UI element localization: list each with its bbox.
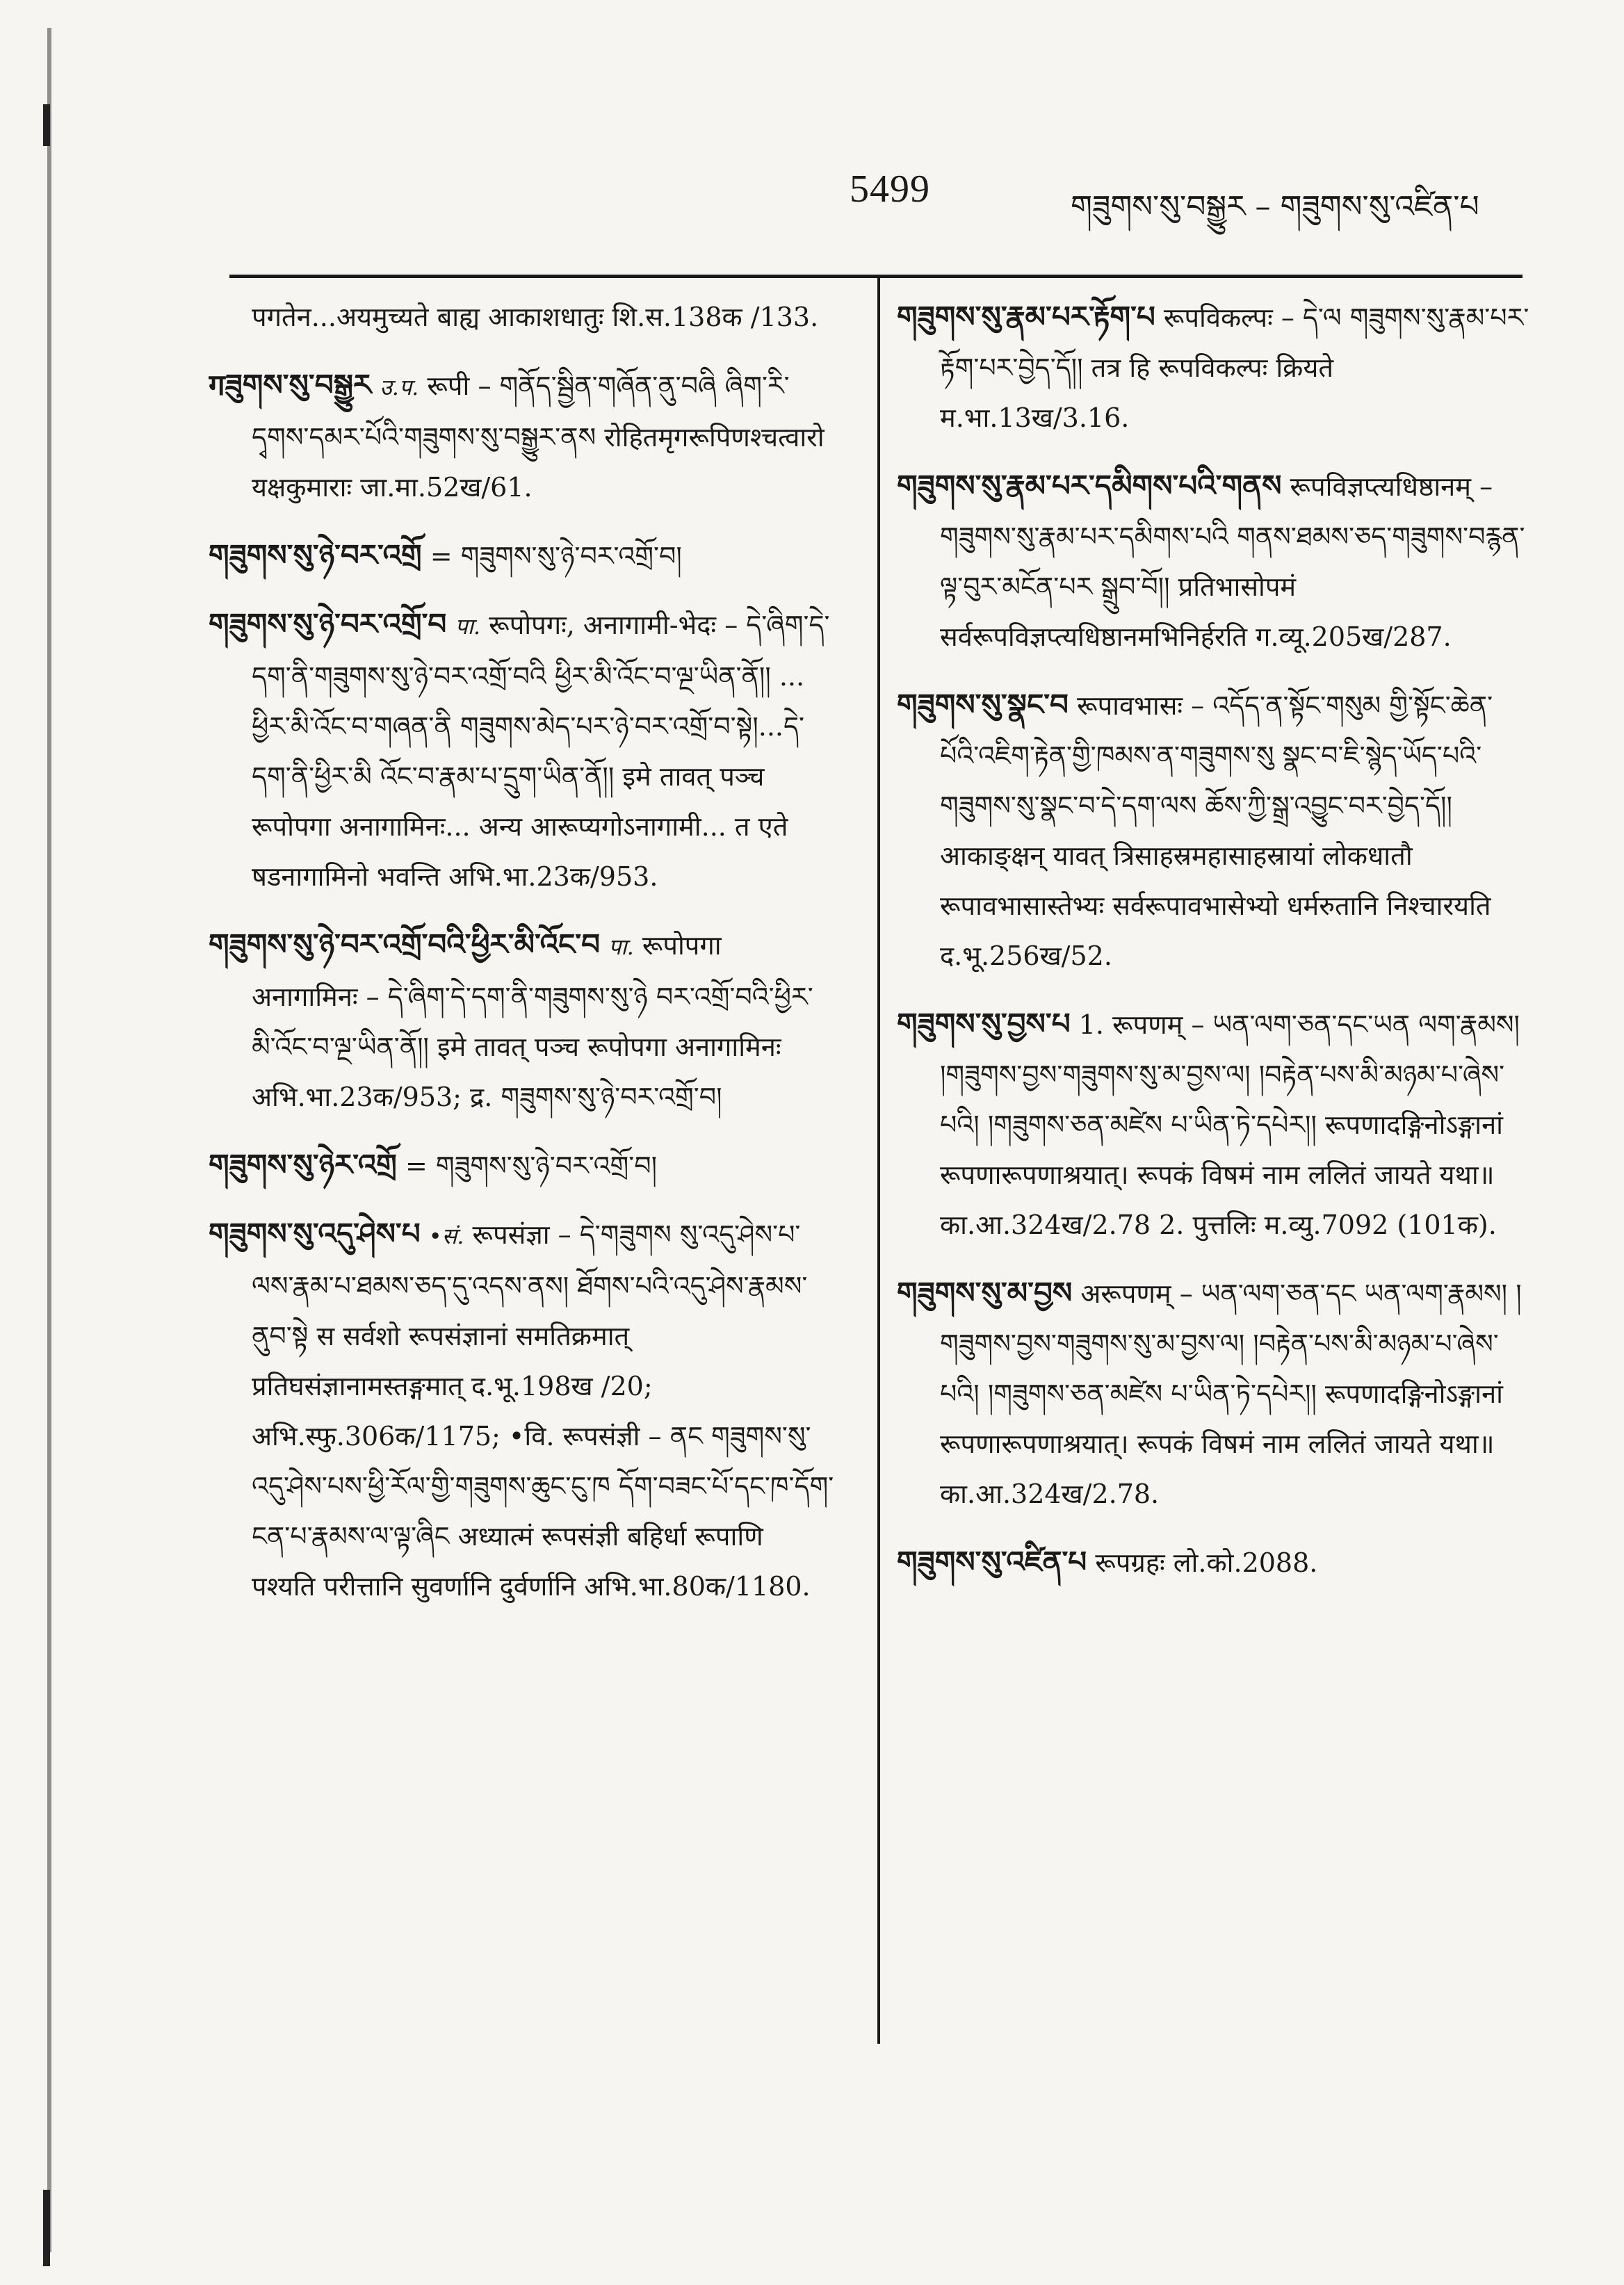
entry-definition: रूपविकल्पः – དེ་ལ གཟུགས་སུ་རྣམ་པར་རྟོག་པར་བྱེད་དོ།། तत्र हि रूपविकल्पः क्रियते म.भा.13ख/3.16. — [940, 302, 1529, 433]
binding-mark — [43, 2190, 50, 2266]
entry-definition: रूपावभासः – འདོད་ན་སྟོང་གསུམ གྱི་སྟོང་ཆེན་པོའི་འཇིག་རྟེན་གྱི་ཁམས་ན་གཟུགས་སུ སྣང་བ་ཇི་སྙེད་ཡོད་པའི་གཟུགས་སུ་སྣང་བ་དེ་དག་ལས ཆོས་ཀྱི་སྒྲ་འབྱུང་བར་བྱེད་དོ།། आकाङ्क्षन् यावत् त्रिसाहस्रमहासाहस्रायां लोकधातौ रूपावभासास्तेभ्यः सर्वरूपावभासेभ्यो धर्मरुतानि निश्चारयति द.भू.256ख/52. — [940, 690, 1493, 971]
entry-grammar-tag: पा. — [608, 934, 634, 960]
entry-definition: अरूपणम् – ཡན་ལག་ཅན་དང ཡན་ལག་རྣམས། །གཟུགས་བྱས་གཟུགས་སུ་མ་བྱས་ལ། །བརྟེན་པས་མི་མཉམ་པ་ཞེས་པའི། །གཟུགས་ཅན་མཛེས པ་ཡིན་ཏེ་དཔེར།། रूपणादङ्गिनोऽङ्गानां रूपणारूपणाश्रयात्। रूपकं विषमं नाम ललितं जायते यथा॥ का.आ.324ख/2.78. — [940, 1278, 1522, 1509]
dictionary-entry — [897, 680, 1529, 981]
dictionary-entry — [209, 1140, 834, 1191]
page-number: 5499 — [850, 168, 930, 211]
entry-headword: གཟུགས་སུ་ཉེ་བར་འགྲོ་བའི་ཕྱིར་མི་འོང་བ — [209, 927, 601, 961]
entry-grammar-tag: •सं. — [428, 1223, 464, 1249]
entry-grammar-tag: उ.प. — [380, 374, 419, 400]
entry-definition: पगतेन...अयमुच्यते बाह्य आकाशधातुः शि.स.138क /133. — [252, 302, 819, 332]
dictionary-entry — [209, 530, 834, 581]
column-divider — [877, 278, 880, 2044]
left-column — [209, 292, 834, 2113]
dictionary-entry — [209, 1209, 834, 1611]
entry-headword: གཟུགས་སུ་ཉེ་བར་འགྲོ — [209, 538, 422, 572]
entry-headword: གཟུགས་སུ་ཉེ་བར་འགྲོ་བ — [209, 607, 447, 641]
dictionary-entry — [209, 599, 834, 902]
entry-headword: གཟུགས་སུ་སྣང་བ — [897, 688, 1069, 722]
running-head: གཟུགས་སུ་བསྒྱུར – གཟུགས་སུ་འཛིན་པ — [1071, 189, 1479, 225]
dictionary-entry — [897, 461, 1529, 662]
entry-definition: रूपसंज्ञा – དེ་གཟུགས སུ་འདུ་ཤེས་པ་ལས་རྣམ་པ་ཐམས་ཅད་དུ་འདས་ནས། ཐོགས་པའི་འདུ་ཤེས་རྣམས་ནུབ་སྟེ स सर्वशो रूपसंज्ञानां समतिक्रमात् प्रतिघसंज्ञानामस्तङ्गमात् द.भू.198ख /20; अभि.स्फु.306क/1175; •वि. रूपसंज्ञी – ནང གཟུགས་སུ་འདུ་ཤེས་པས་ཕྱི་རོལ་གྱི་གཟུགས་ཆུང་ངུ་ཁ དོག་བཟང་པོ་དང་ཁ་དོག་ངན་པ་རྣམས་ལ་ལྟ་ཞིང अध्यात्मं रूपसंज्ञी बहिर्धा रूपाणि पश्यति परीत्तानि सुवर्णानि दुर्वर्णानि अभि.भा.80क/1180. — [252, 1219, 834, 1602]
dictionary-entry — [897, 999, 1529, 1250]
entry-headword: གཟུགས་སུ་ཉེར་འགྲོ — [209, 1148, 397, 1182]
entry-definition: = གཟུགས་སུ་ཉེ་བར་འགྲོ་བ། — [430, 541, 682, 571]
entry-definition: रूपोपगा अनागामिनः – དེ་ཞིག་དེ་དག་ནི་གཟུགས་སུ་ཉེ བར་འགྲོ་བའི་ཕྱིར་མི་འོང་བ་ལྔ་ཡིན་ནོ།། इमे तावत् पञ्च रूपोपगा अनागामिनः अभि.भा.23क/953; द्र. གཟུགས་སུ་ཉེ་བར་འགྲོ་བ། — [252, 930, 813, 1112]
entry-definition: रूपग्रहः लो.को.2088. — [1095, 1547, 1318, 1578]
entry-definition: रूपविज्ञप्त्यधिष्ठानम् – གཟུགས་སུ་རྣམ་པར་དམིགས་པའི གནས་ཐམས་ཅད་གཟུགས་བརྙན་ལྟ་བུར་མངོན་པར སྒྲུབ་བོ།། प्रतिभासोपमं सर्वरूपविज्ञप्त्यधिष्ठानमभिनिर्हरति ग.व्यू.205ख/287. — [940, 471, 1525, 652]
binding-edge — [47, 28, 51, 2252]
entry-headword: གཟུགས་སུ་རྣམ་པར་དམིགས་པའི་གནས — [897, 469, 1282, 503]
entry-definition: रूपी – གནོད་སྦྱིན་གཞོན་ནུ་བཞི ཞིག་རི་དྭགས་དམར་པོའི་གཟུགས་སུ་བསྒྱུར་ནས रोहितमृगरूपिणश्चत्वारो यक्षकुमाराः जा.मा.52ख/61. — [252, 371, 825, 503]
entry-definition: रूपोपगः, अनागामी-भेदः – དེ་ཞིག་དེ་དག་ནི་གཟུགས་སུ་ཉེ་བར་འགྲོ་བའི ཕྱིར་མི་འོང་བ་ལྔ་ཡིན་ནོ།། ... ཕྱིར་མི་འོང་བ་གཞན་ནི གཟུགས་མེད་པར་ཉེ་བར་འགྲོ་བ་སྟེ།...དེ་དག་ནི་ཕྱིར་མི འོང་བ་རྣམ་པ་དྲུག་ཡིན་ནོ།། इमे तावत् पञ्च रूपोपगा अनागामिनः... अन्य आरूप्यगोऽनागामी... त एते षडनागामिनो भवन्ति अभि.भा.23क/953. — [252, 610, 830, 892]
dictionary-entry — [897, 1537, 1529, 1588]
entry-continuation — [209, 292, 834, 342]
entry-headword: གཟུགས་སུ་བྱས་པ — [897, 1007, 1071, 1041]
entry-headword: गཟུགས་སུ་བསྒྱུར — [209, 368, 372, 402]
dictionary-entry — [897, 1268, 1529, 1519]
dictionary-entry — [897, 292, 1529, 443]
entry-definition: 1. रूपणम् – ཡན་ལག་ཅན་དང་ཡན ལག་རྣམས། །གཟུགས་བྱས་གཟུགས་སུ་མ་བྱས་ལ། །བརྟེན་པས་མི་མཉམ་པ་ཞེས་པའི། །གཟུགས་ཅན་མཛེས པ་ཡིན་ཏེ་དཔེར།། रूपणादङ्गिनोऽङ्गानां रूपणारूपणाश्रयात्। रूपकं विषमं नाम ललितं जायते यथा॥ का.आ.324ख/2.78 2. पुत्तलिः म.व्यु.7092 (101क). — [940, 1009, 1520, 1240]
entry-headword: གཟུགས་སུ་འདུ་ཤེས་པ — [209, 1217, 421, 1251]
entry-headword: གཟུགས་སུ་རྣམ་པར་རྟོག་པ — [897, 300, 1155, 334]
dictionary-entry — [209, 360, 834, 512]
entry-headword: གཟུགས་སུ་འཛིན་པ — [897, 1545, 1087, 1579]
entry-definition: = གཟུགས་སུ་ཉེ་བར་འགྲོ་བ། — [405, 1150, 658, 1181]
right-column — [897, 292, 1529, 2113]
header-rule — [229, 275, 1522, 278]
entry-grammar-tag: पा. — [455, 613, 481, 640]
page-header — [0, 160, 1624, 225]
entry-headword: གཟུགས་སུ་མ་བྱས — [897, 1276, 1073, 1310]
dictionary-entry — [209, 920, 834, 1122]
binding-mark — [43, 104, 50, 146]
